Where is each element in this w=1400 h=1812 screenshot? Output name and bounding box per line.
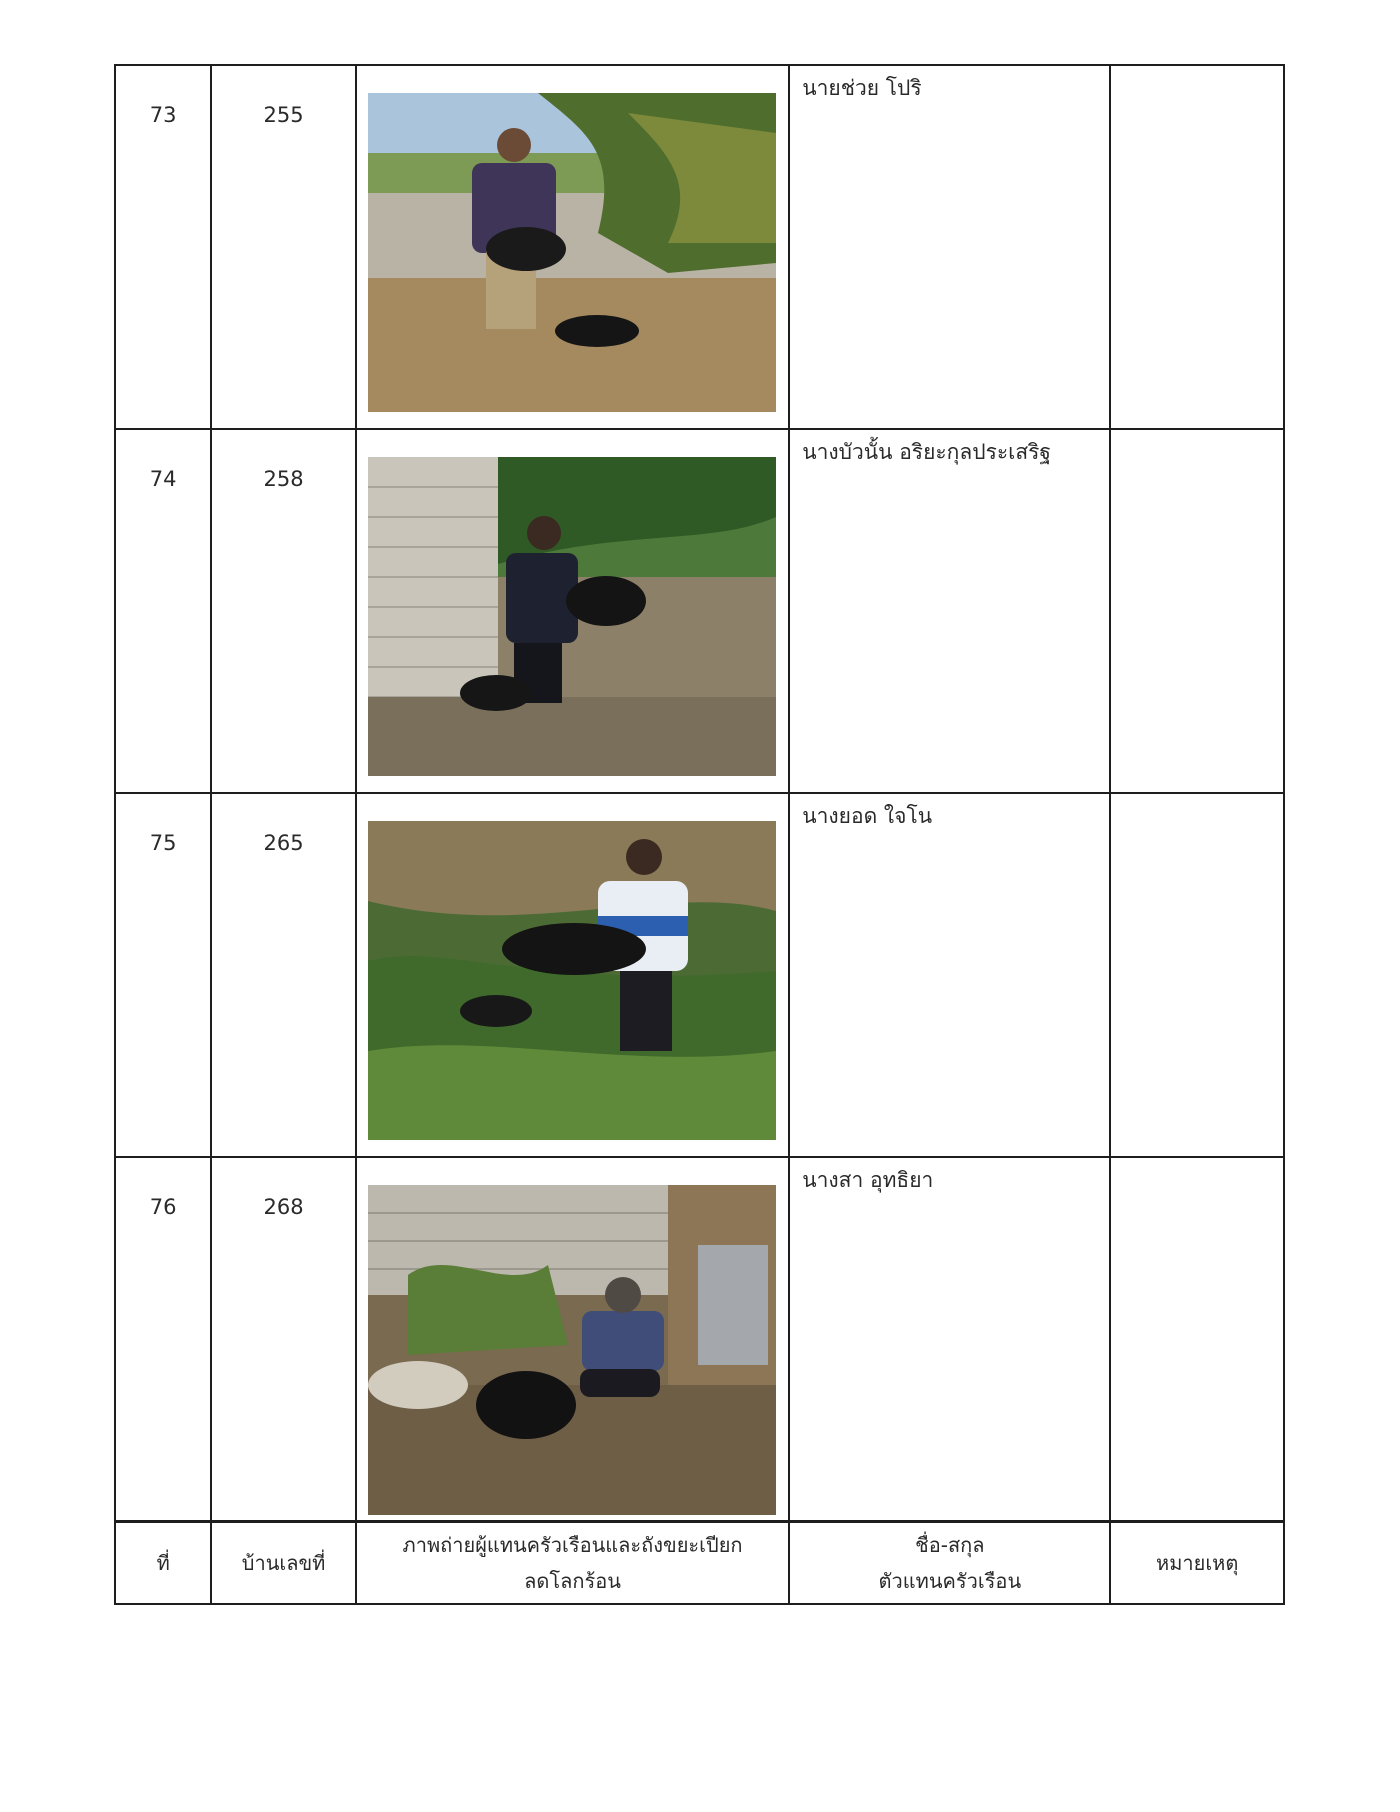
representative-name: นางบัวนั้น อริยะกุลประเสริฐ [802,440,1051,464]
household-photo [368,821,776,1140]
note-cell [1110,65,1284,429]
table-row [115,1157,1284,1522]
photo-cell [356,793,789,1157]
note-text [1111,66,1283,72]
house-number-cell [211,65,355,429]
note-text [1111,430,1283,436]
household-registry-table [114,64,1285,1605]
house-number-cell [211,1157,355,1522]
header-house-no [211,1522,355,1605]
header-house-no-label: บ้านเลขที่ [241,1551,326,1575]
row-number-cell [115,1157,211,1522]
household-photo [368,1185,776,1515]
header-note-label: หมายเหตุ [1156,1551,1239,1575]
note-cell [1110,793,1284,1157]
row-number-cell [115,793,211,1157]
household-photo [368,93,776,412]
name-cell [789,793,1110,1157]
header-name [789,1522,1110,1605]
house-number: 258 [263,467,304,491]
row-number: 73 [149,103,177,127]
photo-cell [356,429,789,793]
row-number-cell [115,65,211,429]
house-number: 255 [263,103,304,127]
note-cell [1110,429,1284,793]
house-number-cell [211,429,355,793]
name-cell [789,1157,1110,1522]
header-name-line1: ชื่อ-สกุล [915,1533,985,1557]
table-header-row [115,1522,1284,1605]
note-cell [1110,1157,1284,1522]
household-photo [368,457,776,776]
header-photo-line2: ลดโลกร้อน [524,1569,621,1593]
note-text [1111,1158,1283,1164]
photo-cell [356,1157,789,1522]
representative-name: นางยอด ใจโน [802,804,933,828]
header-photo [356,1522,789,1605]
header-note [1110,1522,1284,1605]
representative-name: นางสา อุทธิยา [802,1168,934,1192]
table-row [115,65,1284,429]
row-number: 74 [149,467,177,491]
house-number: 265 [263,831,304,855]
name-cell [789,65,1110,429]
header-name-line2: ตัวแทนครัวเรือน [878,1569,1022,1593]
row-number-cell [115,429,211,793]
photo-cell [356,65,789,429]
table-row [115,793,1284,1157]
row-number: 75 [149,831,177,855]
house-number-cell [211,793,355,1157]
note-text [1111,794,1283,800]
row-number: 76 [149,1195,177,1219]
name-cell [789,429,1110,793]
house-number: 268 [263,1195,304,1219]
header-photo-line1: ภาพถ่ายผู้แทนครัวเรือนและถังขยะเปียก [402,1533,743,1557]
table-row [115,429,1284,793]
header-no [115,1522,211,1605]
header-no-label: ที่ [156,1551,170,1575]
representative-name: นายช่วย โปริ [802,76,922,100]
